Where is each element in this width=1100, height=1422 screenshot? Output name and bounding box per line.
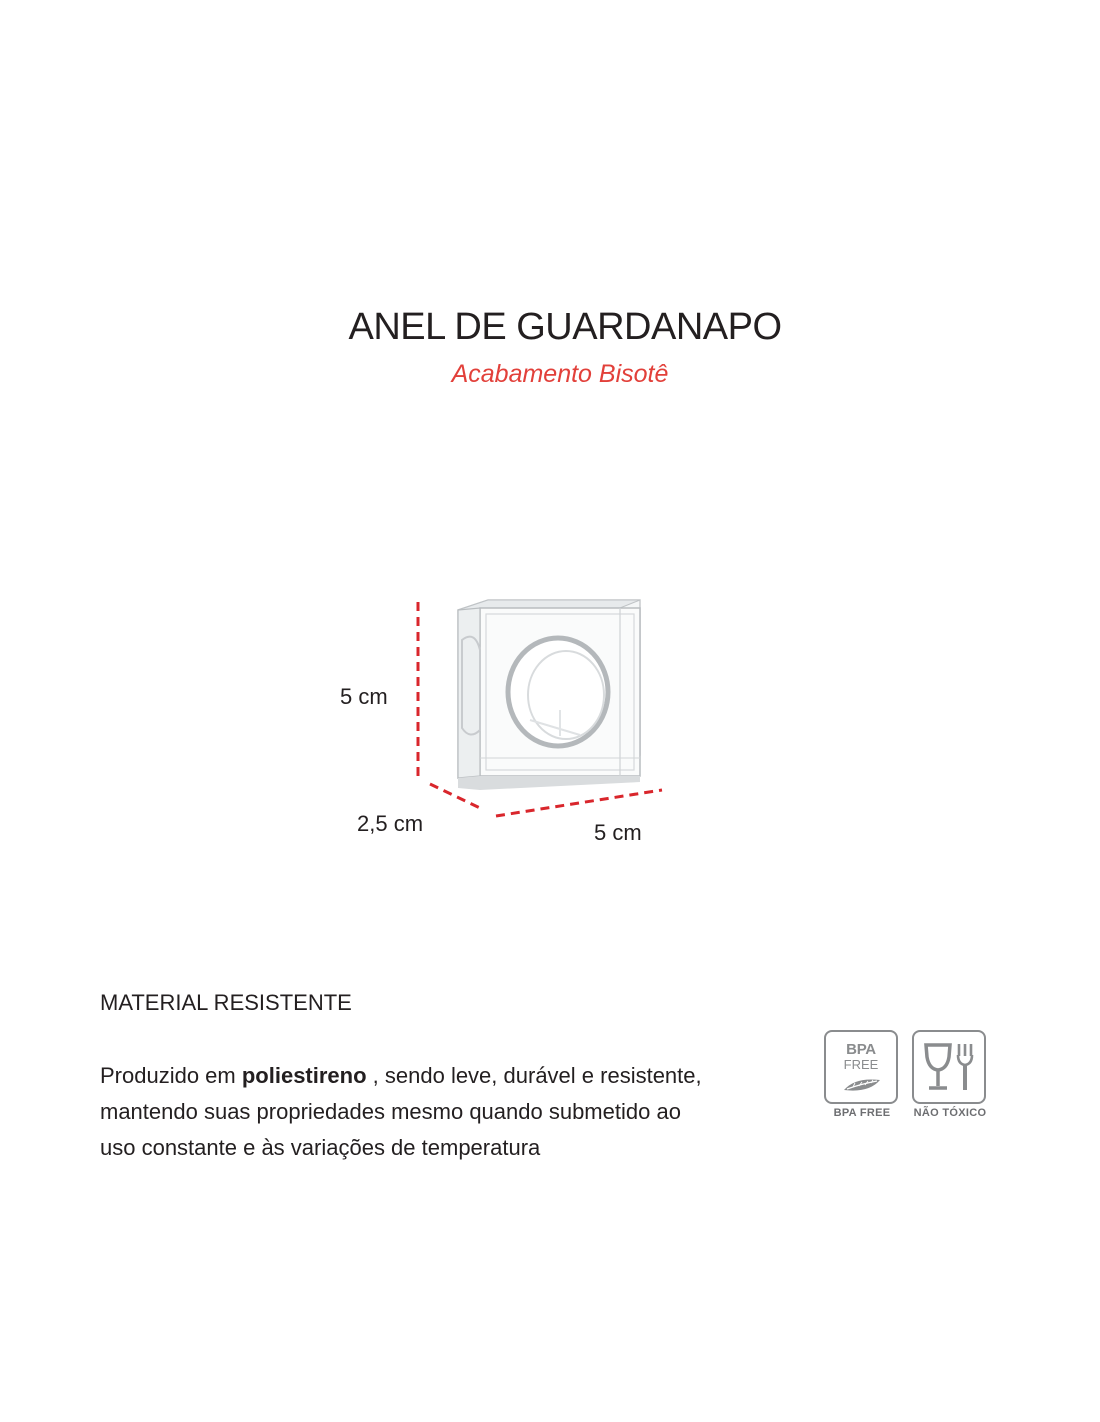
depth-dimension-label: 2,5 cm (357, 811, 424, 836)
description-text-line3: uso constante e às variações de temperatura (100, 1135, 541, 1160)
bpa-free-badge (824, 1030, 904, 1119)
material-heading: MATERIAL RESISTENTE (100, 990, 352, 1015)
non-toxic-icon-box (912, 1030, 986, 1104)
description-text-line1-end: , sendo leve, durável e resistente, (366, 1063, 702, 1088)
bpa-free-icon (824, 1030, 898, 1104)
non-toxic-badge (912, 1030, 992, 1119)
height-dimension-label: 5 cm (340, 684, 388, 709)
width-dimension-line (496, 790, 662, 816)
material-description (100, 1058, 800, 1166)
napkin-ring-block (458, 600, 640, 790)
bpa-icon-text-bottom: FREE (843, 1057, 879, 1072)
product-title: ANEL DE GUARDANAPO (348, 306, 782, 348)
glass-fork-icon (921, 1041, 979, 1095)
material-name: poliestireno (241, 1063, 367, 1088)
non-toxic-label: NÃO TÓXICO (913, 1107, 987, 1119)
product-subtitle: Acabamento Bisotê (451, 360, 669, 388)
description-text-start: Produzido em (100, 1063, 242, 1088)
leaf-icon (841, 1076, 883, 1094)
width-dimension-label: 5 cm (594, 820, 642, 845)
bpa-free-label: BPA FREE (833, 1107, 891, 1119)
description-text-line2: mantendo suas propriedades mesmo quando submetido ao (100, 1099, 681, 1124)
bpa-icon-text-top: BPA (846, 1041, 876, 1058)
